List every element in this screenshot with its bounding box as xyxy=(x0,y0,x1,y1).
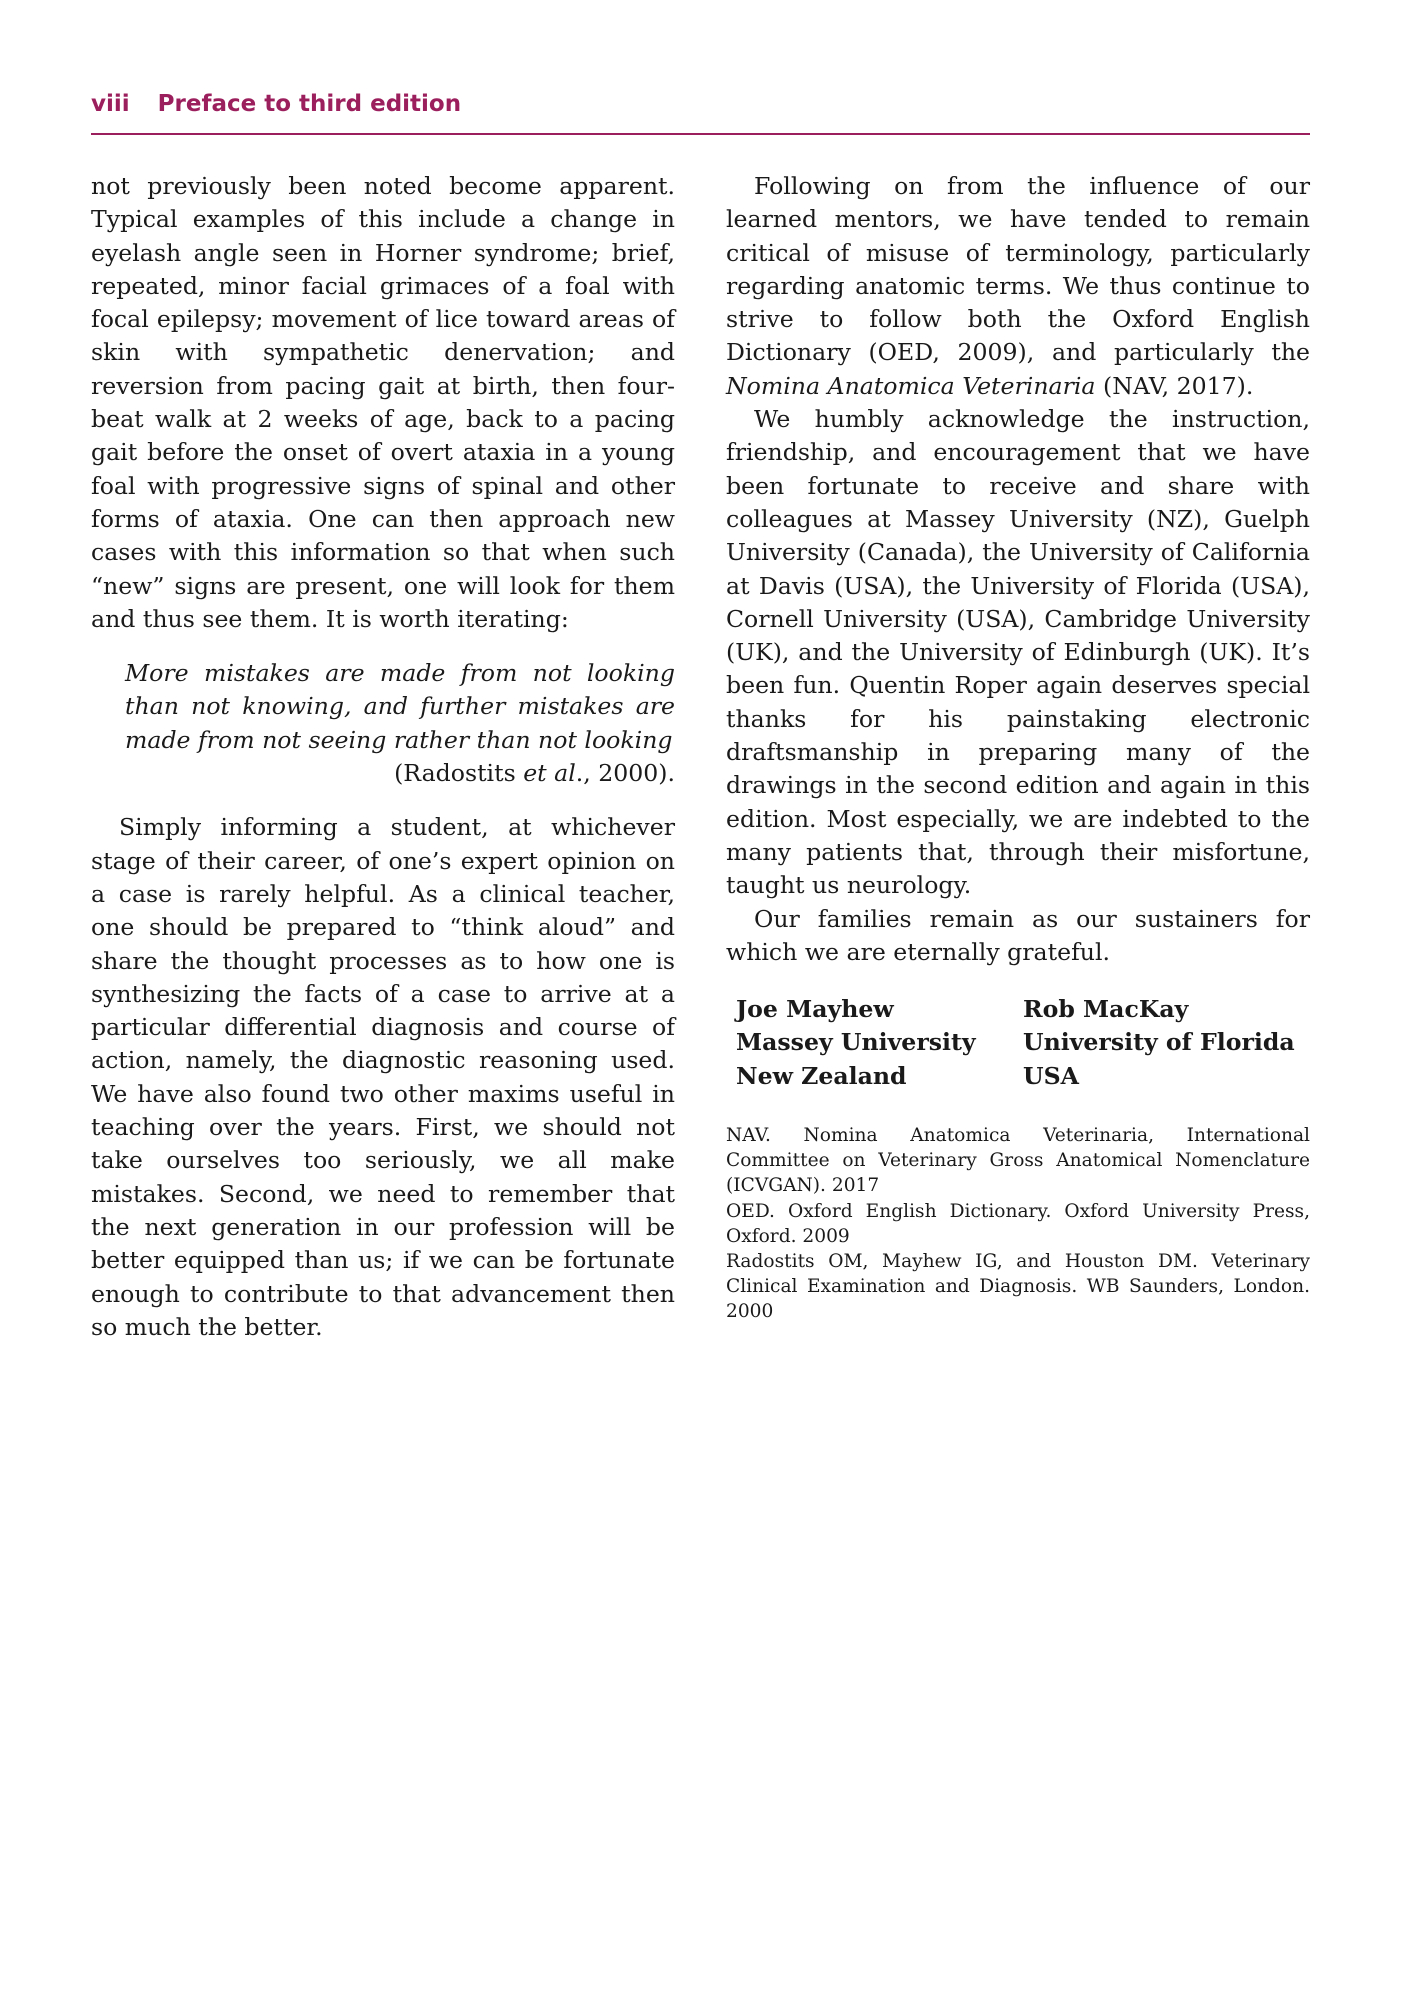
quote-cite-author: (Radostits xyxy=(394,759,524,788)
right-paragraph-1 xyxy=(726,170,1310,403)
running-head xyxy=(91,91,1310,135)
block-quote xyxy=(125,657,675,790)
reference-item: Radostits OM, Mayhew IG, and Houston DM. Veterinary Clinical Examination and Diagnosis. WB Saunders, London. 2000 xyxy=(726,1251,1310,1323)
right-paragraph-3: Our families remain as our sustainers for which we are eternally grateful. xyxy=(726,904,1310,966)
signature-name: Joe Mayhew xyxy=(736,995,894,1024)
signature-block xyxy=(736,993,1310,1093)
left-column xyxy=(91,170,675,1344)
quote-cite-etal: et al xyxy=(523,759,576,788)
right-paragraph-1-end: (NAV, 2017). xyxy=(1095,371,1254,400)
reference-list xyxy=(726,1123,1310,1325)
signature-author-1 xyxy=(736,993,1023,1093)
quote-citation xyxy=(125,757,675,790)
right-paragraph-2: We humbly acknowledge the instruction, friendship, and encouragement that we have been fortunate to receive and share with colleagues at Massey University (NZ), Guelph University (Canada), the University of California at Davis (USA), the University of Florida (USA), Cornell University (USA), Cambridge University (UK), and the University of Edinburgh (UK). It’s been fun. Quentin Roper again deserves special thanks for his painstaking electronic draftsmanship in preparing many of the drawings in the second edition and again in this edition. Most especially, we are indebted to the many patients that, through their misfortune, taught us neurology. xyxy=(726,405,1310,900)
signature-institution: University of Florida xyxy=(1023,1028,1295,1057)
signature-name: Rob MacKay xyxy=(1023,995,1189,1024)
quote-text: More mistakes are made from not looking than not knowing, and further mistakes are made from not seeing rather than not looking xyxy=(125,659,675,754)
quote-cite-year: ., 2000). xyxy=(575,759,675,788)
left-paragraph-2: Simply informing a student, at whichever stage of their career, of one’s expert opinion on a case is rarely helpful. As a clinical teacher, one should be prepared to “think aloud” and share the thought processes as to how one is synthesizing the facts of a case to arrive at a particular differential diagnosis and course of action, namely, the diagnostic reasoning used. We have also found two other maxims useful in teaching over the years. First, we should not take ourselves too seriously, we all make mistakes. Second, we need to remember that the next generation in our profession will be better equipped than us; if we can be fortunate enough to contribute to that advancement then so much the better. xyxy=(91,813,675,1341)
reference-item: OED. Oxford English Dictionary. Oxford University Press, Oxford. 2009 xyxy=(726,1200,1310,1247)
signature-author-2 xyxy=(1023,993,1310,1093)
signature-institution: Massey University xyxy=(736,1028,976,1057)
nav-title: Nomina Anatomica Veterinaria xyxy=(726,371,1096,400)
right-column xyxy=(726,170,1310,1325)
signature-country: New Zealand xyxy=(736,1061,907,1090)
left-paragraph-1: not previously been noted become apparent. Typical examples of this include a change in eyelash angle seen in Horner syndrome; brief, repeated, minor facial grimaces of a foal with focal epilepsy; movement of lice toward areas of skin with sympathetic denervation; and reversion from pacing gait at birth, then four-beat walk at 2 weeks of age, back to a pacing gait before the onset of overt ataxia in a young foal with progressive signs of spinal and other forms of ataxia. One can then approach new cases with this information so that when such “new” signs are present, one will look for them and thus see them. It is worth iterating: xyxy=(91,172,675,633)
page-number: viii xyxy=(91,91,130,117)
right-paragraph-1-start: Following on from the influence of our learned mentors, we have tended to remain critical of misuse of terminology, particularly regarding anatomic terms. We thus continue to strive to follow both the Oxford English Dictionary (OED, 2009), and particularly the xyxy=(726,172,1310,367)
reference-item: NAV. Nomina Anatomica Veterinaria, International Committee on Veterinary Gross Anatomical Nomenclature (ICVGAN). 2017 xyxy=(726,1125,1310,1197)
signature-country: USA xyxy=(1023,1061,1079,1090)
running-head-title: Preface to third edition xyxy=(157,91,462,117)
